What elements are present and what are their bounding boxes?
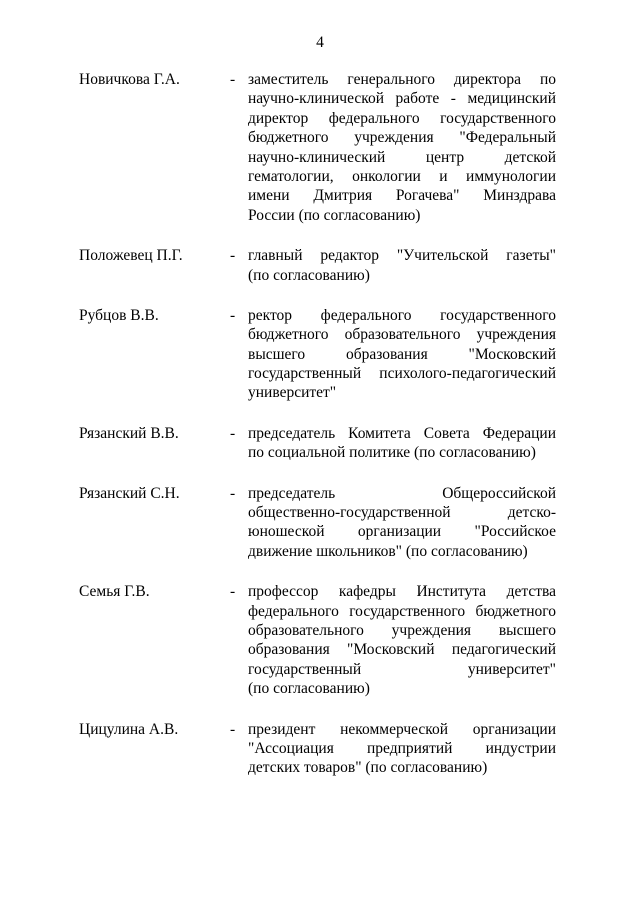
list-item	[79, 70, 559, 225]
member-role	[248, 582, 556, 698]
dash-separator: -	[230, 247, 236, 265]
role-line: "Ассоциация предприятий индустрии	[248, 739, 556, 757]
role-line: государственный университет"	[248, 660, 556, 678]
role-line: (по согласованию)	[248, 680, 370, 698]
dash-separator: -	[230, 720, 236, 738]
role-line: бюджетного образовательного учреждения	[248, 326, 556, 344]
dash-separator: -	[230, 306, 236, 324]
role-line: общественно-государственной детско-	[248, 504, 556, 522]
dash-separator: -	[230, 484, 236, 502]
role-line: России (по согласованию)	[248, 206, 421, 224]
role-line: образования "Московский педагогический	[248, 641, 556, 659]
member-role	[248, 70, 556, 225]
role-line: научно-клинической работе - медицинский	[248, 90, 556, 108]
member-name: Новичкова Г.А.	[79, 71, 180, 88]
role-line: имени Дмитрия Рогачева" Минздрава	[248, 187, 556, 205]
member-name: Цицулина А.В.	[79, 720, 179, 738]
member-role	[248, 246, 556, 285]
role-line: университет"	[248, 384, 337, 402]
role-line: детских товаров" (по согласованию)	[248, 759, 488, 777]
list-item	[79, 424, 559, 463]
role-line: бюджетного учреждения "Федеральный	[248, 129, 556, 147]
member-role	[248, 720, 556, 778]
member-name: Рубцов В.В.	[79, 306, 159, 324]
member-name: Положевец П.Г.	[79, 247, 183, 265]
list-item	[79, 484, 559, 562]
list-item	[79, 720, 559, 778]
role-line: председатель Общероссийской	[248, 484, 556, 502]
role-line: (по согласованию)	[248, 266, 370, 284]
role-line: председатель Комитета Совета Федерации	[248, 424, 556, 442]
role-line: главный редактор "Учительской газеты"	[248, 247, 556, 265]
role-line: научно-клинический центр детской	[248, 148, 556, 166]
member-role	[248, 484, 556, 562]
list-item	[79, 582, 559, 698]
role-line: заместитель генерального директора по	[248, 71, 556, 88]
member-role	[248, 424, 556, 463]
list-item	[79, 246, 559, 285]
dash-separator: -	[230, 424, 236, 442]
role-line: образовательного учреждения высшего	[248, 621, 556, 639]
role-line: движение школьников" (по согласованию)	[248, 542, 528, 560]
role-line: государственный психолого-педагогический	[248, 365, 556, 383]
role-line: директор федерального государственного	[248, 109, 556, 127]
role-line: гематологии, онкологии и иммунологии	[248, 167, 556, 185]
dash-separator: -	[230, 71, 236, 88]
member-name: Рязанский С.Н.	[79, 484, 180, 502]
member-name: Семья Г.В.	[79, 583, 150, 601]
dash-separator: -	[230, 583, 236, 601]
role-line: федерального государственного бюджетного	[248, 602, 556, 620]
role-line: профессор кафедры Института детства	[248, 583, 556, 601]
role-line: ректор федерального государственного	[248, 306, 556, 324]
member-name: Рязанский В.В.	[79, 424, 179, 442]
member-role	[248, 306, 556, 403]
page-number: 4	[316, 34, 324, 51]
role-line: юношеской организации "Российское	[248, 523, 556, 541]
list-item	[79, 306, 559, 403]
role-line: президент некоммерческой организации	[248, 720, 556, 738]
member-list	[79, 70, 559, 799]
role-line: по социальной политике (по согласованию)	[248, 444, 536, 462]
role-line: высшего образования "Московский	[248, 345, 556, 363]
